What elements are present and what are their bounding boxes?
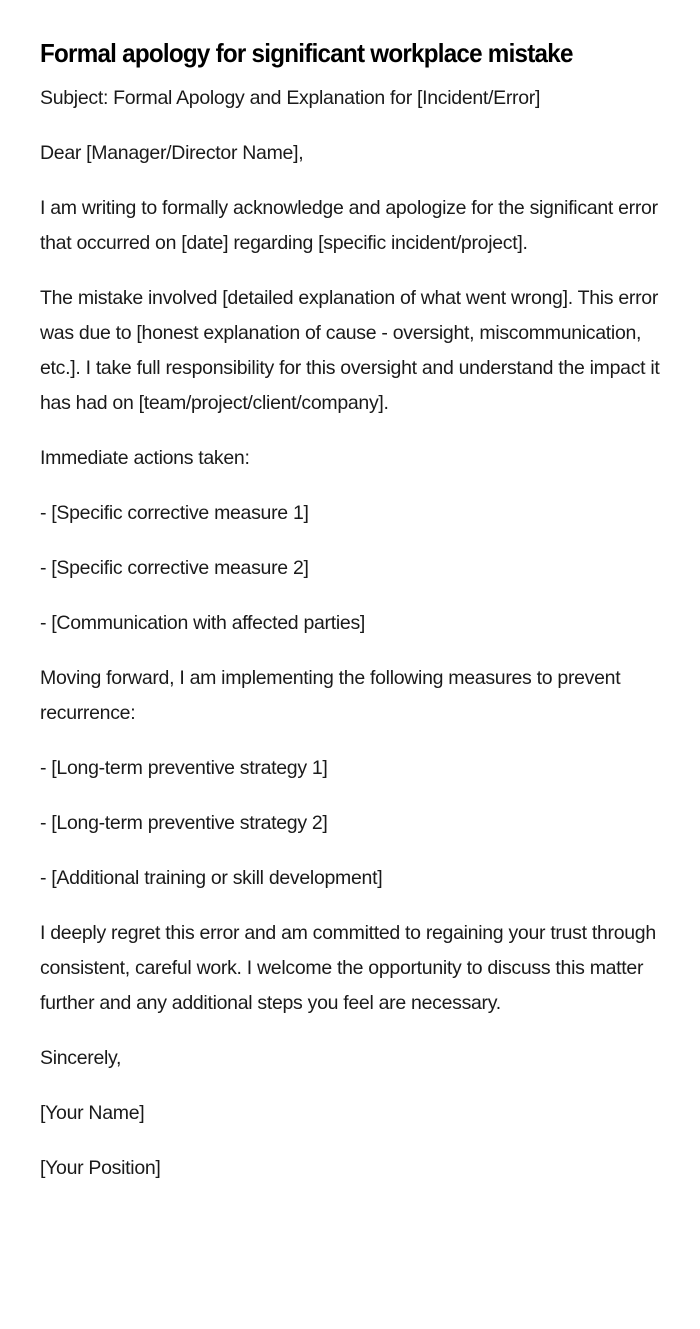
signature-position: [Your Position]: [40, 1157, 161, 1180]
signature-name: [Your Name]: [40, 1102, 145, 1125]
list-item: - [Long-term preventive strategy 2]: [40, 812, 328, 835]
body-paragraph-intro: I am writing to formally acknowledge and apologize for the significant error that occurred on [date] regarding [specific incident/project].: [40, 197, 658, 255]
body-paragraph-explanation: The mistake involved [detailed explanation of what went wrong]. This error was due to [honest explanation of cause - oversight, miscommunication, etc.]. I take full responsibility for this oversight and understand the impact it has had on [team/project/client/company].: [40, 287, 660, 415]
list-item: - [Additional training or skill development]: [40, 867, 383, 890]
sign-off: Sincerely,: [40, 1047, 122, 1070]
measures-heading: Moving forward, I am implementing the following measures to prevent recurrence:: [40, 667, 621, 725]
document-title: Formal apology for significant workplace mistake: [40, 38, 573, 68]
list-item: - [Long-term preventive strategy 1]: [40, 757, 328, 780]
body-paragraph-closing: I deeply regret this error and am committed to regaining your trust through consistent, careful work. I welcome the opportunity to discuss this matter further and any additional steps you feel are necessary.: [40, 922, 656, 1015]
list-item: - [Specific corrective measure 1]: [40, 502, 309, 525]
subject-line: Subject: Formal Apology and Explanation for [Incident/Error]: [40, 87, 541, 110]
actions-heading: Immediate actions taken:: [40, 447, 250, 470]
salutation: Dear [Manager/Director Name],: [40, 142, 304, 165]
list-item: - [Communication with affected parties]: [40, 612, 366, 635]
list-item: - [Specific corrective measure 2]: [40, 557, 309, 580]
